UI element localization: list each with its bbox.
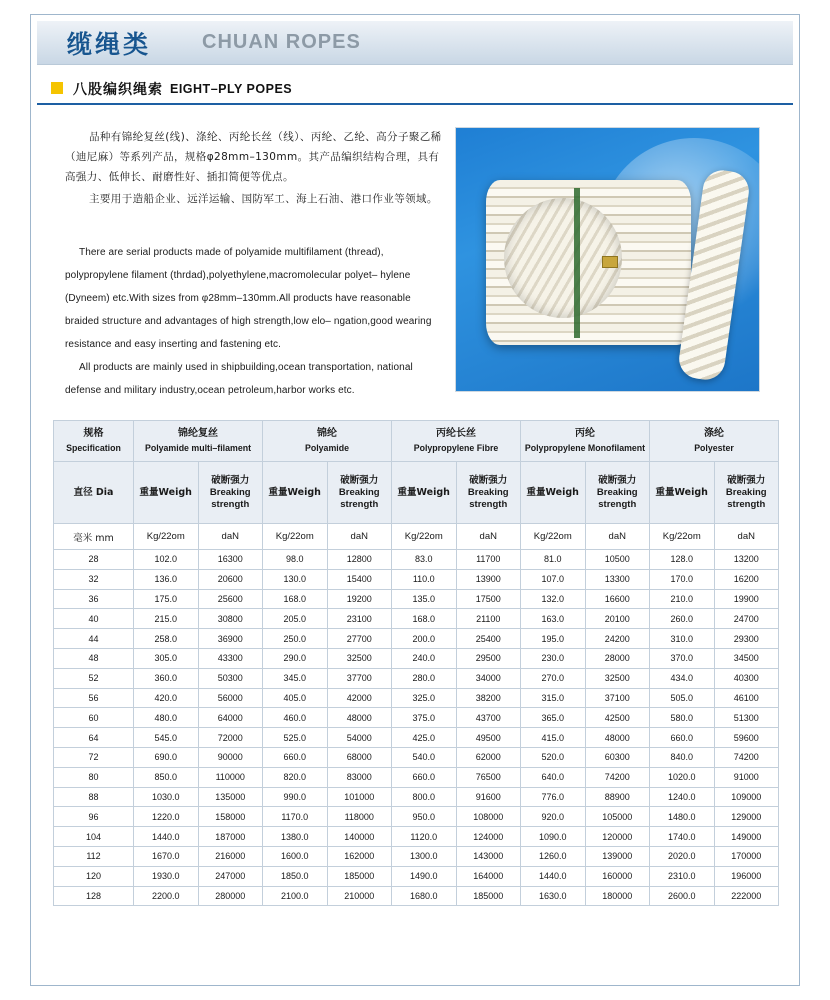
table-cell: 42000 bbox=[327, 688, 392, 708]
table-cell: 20600 bbox=[198, 569, 263, 589]
cell-diameter: 80 bbox=[54, 767, 134, 787]
table-cell: 27700 bbox=[327, 629, 392, 649]
table-cell: 56000 bbox=[198, 688, 263, 708]
table-row bbox=[54, 569, 779, 589]
cell-diameter: 112 bbox=[54, 846, 134, 866]
table-cell: 850.0 bbox=[134, 767, 199, 787]
table-cell: 105000 bbox=[585, 807, 650, 827]
unit-cell: Kg/22om bbox=[263, 524, 328, 550]
table-cell: 520.0 bbox=[521, 747, 586, 767]
table-cell: 164000 bbox=[456, 866, 521, 886]
group-header-polyamide bbox=[263, 421, 392, 462]
unit-cell: daN bbox=[198, 524, 263, 550]
table-cell: 185000 bbox=[456, 886, 521, 906]
table-cell: 1440.0 bbox=[521, 866, 586, 886]
table-cell: 90000 bbox=[198, 747, 263, 767]
table-cell: 124000 bbox=[456, 827, 521, 847]
sub-header-breaking-strength bbox=[327, 462, 392, 524]
table-cell: 690.0 bbox=[134, 747, 199, 767]
group-header-polyamide-multifilament bbox=[134, 421, 263, 462]
group-cn-label: 丙纶长丝 bbox=[436, 428, 476, 439]
breaking-en-1: Breaking bbox=[596, 486, 638, 498]
intro-paragraph-cn-1: 品种有锦纶复丝(线)、涤纶、丙纶长丝（线）、丙纶、乙纶、高分子聚乙稀（迪尼麻）等系列产品，规格φ28mm–130mm。其产品编织结构合理，具有高强力、低伸长、耐磨性好、插扣简便等优点。 bbox=[65, 131, 442, 183]
table-cell: 64000 bbox=[198, 708, 263, 728]
table-cell: 49500 bbox=[456, 728, 521, 748]
table-cell: 280.0 bbox=[392, 668, 457, 688]
table-cell: 205.0 bbox=[263, 609, 328, 629]
table-cell: 1740.0 bbox=[650, 827, 715, 847]
cell-diameter: 32 bbox=[54, 569, 134, 589]
breaking-cn: 破断强力 bbox=[598, 474, 637, 486]
table-cell: 365.0 bbox=[521, 708, 586, 728]
table-cell: 21100 bbox=[456, 609, 521, 629]
table-cell: 16200 bbox=[714, 569, 779, 589]
table-cell: 2200.0 bbox=[134, 886, 199, 906]
breaking-cn: 破断强力 bbox=[340, 474, 379, 486]
cell-diameter: 120 bbox=[54, 866, 134, 886]
table-cell: 415.0 bbox=[521, 728, 586, 748]
table-cell: 72000 bbox=[198, 728, 263, 748]
table-cell: 168.0 bbox=[263, 589, 328, 609]
cell-diameter: 64 bbox=[54, 728, 134, 748]
group-header-polypropylene-fibre bbox=[392, 421, 521, 462]
cell-diameter: 128 bbox=[54, 886, 134, 906]
group-cn-label: 涤纶 bbox=[704, 428, 724, 439]
breaking-cn: 破断强力 bbox=[211, 474, 250, 486]
unit-row bbox=[54, 524, 779, 550]
group-en-label: Specification bbox=[66, 443, 121, 453]
cell-diameter: 28 bbox=[54, 550, 134, 570]
table-cell: 37100 bbox=[585, 688, 650, 708]
table-cell: 1120.0 bbox=[392, 827, 457, 847]
table-cell: 640.0 bbox=[521, 767, 586, 787]
table-cell: 660.0 bbox=[392, 767, 457, 787]
subtitle-en: EIGHT–PLY POPES bbox=[170, 82, 293, 96]
table-cell: 16300 bbox=[198, 550, 263, 570]
table-cell: 162000 bbox=[327, 846, 392, 866]
section-subtitle bbox=[37, 75, 793, 105]
cell-diameter: 60 bbox=[54, 708, 134, 728]
table-cell: 76500 bbox=[456, 767, 521, 787]
table-cell: 950.0 bbox=[392, 807, 457, 827]
unit-cell: daN bbox=[714, 524, 779, 550]
table-cell: 250.0 bbox=[263, 629, 328, 649]
group-en-label: Polypropylene Monofilament bbox=[524, 443, 646, 453]
table-cell: 20100 bbox=[585, 609, 650, 629]
table-cell: 1090.0 bbox=[521, 827, 586, 847]
table-cell: 375.0 bbox=[392, 708, 457, 728]
table-cell: 1260.0 bbox=[521, 846, 586, 866]
table-cell: 98.0 bbox=[263, 550, 328, 570]
table-cell: 210.0 bbox=[650, 589, 715, 609]
breaking-en-2: strength bbox=[598, 498, 637, 510]
table-cell: 59600 bbox=[714, 728, 779, 748]
table-cell: 28000 bbox=[585, 648, 650, 668]
table-cell: 216000 bbox=[198, 846, 263, 866]
table-cell: 1670.0 bbox=[134, 846, 199, 866]
breaking-en-1: Breaking bbox=[725, 486, 767, 498]
table-cell: 1300.0 bbox=[392, 846, 457, 866]
unit-cell: Kg/22om bbox=[650, 524, 715, 550]
table-cell: 420.0 bbox=[134, 688, 199, 708]
table-cell: 136.0 bbox=[134, 569, 199, 589]
table-cell: 1170.0 bbox=[263, 807, 328, 827]
table-cell: 2600.0 bbox=[650, 886, 715, 906]
spec-table-wrapper bbox=[31, 402, 799, 906]
cell-diameter: 40 bbox=[54, 609, 134, 629]
table-cell: 180000 bbox=[585, 886, 650, 906]
table-cell: 143000 bbox=[456, 846, 521, 866]
table-cell: 1380.0 bbox=[263, 827, 328, 847]
table-cell: 1480.0 bbox=[650, 807, 715, 827]
table-cell: 222000 bbox=[714, 886, 779, 906]
table-cell: 11700 bbox=[456, 550, 521, 570]
table-cell: 149000 bbox=[714, 827, 779, 847]
table-cell: 32500 bbox=[327, 648, 392, 668]
page-header-banner bbox=[37, 21, 793, 65]
rope-tie-strap bbox=[574, 188, 580, 338]
table-cell: 24700 bbox=[714, 609, 779, 629]
breaking-en-1: Breaking bbox=[338, 486, 380, 498]
table-cell: 109000 bbox=[714, 787, 779, 807]
table-cell: 46100 bbox=[714, 688, 779, 708]
product-photo bbox=[455, 127, 760, 392]
table-cell: 34000 bbox=[456, 668, 521, 688]
sub-header-weight: 重量Weigh bbox=[650, 462, 715, 524]
table-cell: 30800 bbox=[198, 609, 263, 629]
table-cell: 83.0 bbox=[392, 550, 457, 570]
table-row bbox=[54, 767, 779, 787]
unit-cell: daN bbox=[327, 524, 392, 550]
breaking-en-2: strength bbox=[727, 498, 766, 510]
table-cell: 1600.0 bbox=[263, 846, 328, 866]
table-cell: 135.0 bbox=[392, 589, 457, 609]
table-cell: 83000 bbox=[327, 767, 392, 787]
table-cell: 1680.0 bbox=[392, 886, 457, 906]
unit-cell: Kg/22om bbox=[134, 524, 199, 550]
table-cell: 360.0 bbox=[134, 668, 199, 688]
group-header-polypropylene-monofilament bbox=[521, 421, 650, 462]
table-cell: 210000 bbox=[327, 886, 392, 906]
cell-diameter: 44 bbox=[54, 629, 134, 649]
table-row bbox=[54, 550, 779, 570]
table-cell: 24200 bbox=[585, 629, 650, 649]
table-row bbox=[54, 866, 779, 886]
table-cell: 1630.0 bbox=[521, 886, 586, 906]
table-cell: 37700 bbox=[327, 668, 392, 688]
table-cell: 19900 bbox=[714, 589, 779, 609]
table-cell: 2020.0 bbox=[650, 846, 715, 866]
cell-diameter: 88 bbox=[54, 787, 134, 807]
cell-diameter: 52 bbox=[54, 668, 134, 688]
sub-header-weight: 重量Weigh bbox=[392, 462, 457, 524]
cell-diameter: 56 bbox=[54, 688, 134, 708]
table-row bbox=[54, 728, 779, 748]
table-cell: 1240.0 bbox=[650, 787, 715, 807]
table-cell: 29300 bbox=[714, 629, 779, 649]
table-cell: 130.0 bbox=[263, 569, 328, 589]
table-cell: 42500 bbox=[585, 708, 650, 728]
table-cell: 240.0 bbox=[392, 648, 457, 668]
group-cn-label: 锦纶复丝 bbox=[178, 428, 218, 439]
table-cell: 280000 bbox=[198, 886, 263, 906]
table-cell: 776.0 bbox=[521, 787, 586, 807]
table-row bbox=[54, 668, 779, 688]
table-cell: 1440.0 bbox=[134, 827, 199, 847]
breaking-cn: 破断强力 bbox=[469, 474, 508, 486]
table-cell: 660.0 bbox=[263, 747, 328, 767]
unit-cell: Kg/22om bbox=[392, 524, 457, 550]
table-row bbox=[54, 629, 779, 649]
table-cell: 102.0 bbox=[134, 550, 199, 570]
table-cell: 81.0 bbox=[521, 550, 586, 570]
table-cell: 13900 bbox=[456, 569, 521, 589]
table-cell: 405.0 bbox=[263, 688, 328, 708]
table-cell: 370.0 bbox=[650, 648, 715, 668]
table-cell: 2100.0 bbox=[263, 886, 328, 906]
intro-paragraph-cn-2: 主要用于造船企业、远洋运输、国防军工、海上石油、港口作业等领域。 bbox=[89, 193, 438, 205]
table-cell: 305.0 bbox=[134, 648, 199, 668]
cell-diameter: 104 bbox=[54, 827, 134, 847]
table-row bbox=[54, 589, 779, 609]
header-title-cn: 缆绳类 bbox=[67, 30, 152, 59]
header-title-en: CHUAN ROPES bbox=[202, 31, 361, 53]
table-cell: 200.0 bbox=[392, 629, 457, 649]
table-cell: 13300 bbox=[585, 569, 650, 589]
table-cell: 43300 bbox=[198, 648, 263, 668]
subtitle-cn: 八股编织绳索 bbox=[73, 82, 163, 98]
table-cell: 460.0 bbox=[263, 708, 328, 728]
breaking-en-1: Breaking bbox=[467, 486, 509, 498]
table-cell: 128.0 bbox=[650, 550, 715, 570]
table-cell: 247000 bbox=[198, 866, 263, 886]
table-cell: 12800 bbox=[327, 550, 392, 570]
unit-cell: daN bbox=[585, 524, 650, 550]
table-cell: 108000 bbox=[456, 807, 521, 827]
table-cell: 1850.0 bbox=[263, 866, 328, 886]
table-cell: 118000 bbox=[327, 807, 392, 827]
table-cell: 1220.0 bbox=[134, 807, 199, 827]
table-cell: 920.0 bbox=[521, 807, 586, 827]
table-body bbox=[54, 550, 779, 906]
sub-header-breaking-strength bbox=[585, 462, 650, 524]
rope-label-tag bbox=[602, 256, 618, 268]
unit-cell: 毫米 mm bbox=[54, 524, 134, 550]
table-row bbox=[54, 787, 779, 807]
table-cell: 68000 bbox=[327, 747, 392, 767]
cell-diameter: 48 bbox=[54, 648, 134, 668]
table-cell: 195.0 bbox=[521, 629, 586, 649]
table-row bbox=[54, 827, 779, 847]
table-cell: 187000 bbox=[198, 827, 263, 847]
intro-paragraph-en-2: All products are mainly used in shipbuilding,ocean transportation, national defense and military industry,ocean petroleum,harbor works etc. bbox=[65, 362, 413, 396]
breaking-en-2: strength bbox=[340, 498, 379, 510]
table-cell: 25600 bbox=[198, 589, 263, 609]
square-bullet-icon bbox=[51, 82, 63, 94]
group-cn-label: 锦纶 bbox=[317, 428, 337, 439]
table-cell: 270.0 bbox=[521, 668, 586, 688]
table-cell: 258.0 bbox=[134, 629, 199, 649]
product-photo-column bbox=[455, 127, 770, 402]
table-cell: 580.0 bbox=[650, 708, 715, 728]
table-cell: 1930.0 bbox=[134, 866, 199, 886]
breaking-en-2: strength bbox=[469, 498, 508, 510]
table-cell: 840.0 bbox=[650, 747, 715, 767]
table-cell: 91600 bbox=[456, 787, 521, 807]
table-cell: 101000 bbox=[327, 787, 392, 807]
table-cell: 310.0 bbox=[650, 629, 715, 649]
table-cell: 107.0 bbox=[521, 569, 586, 589]
table-cell: 32500 bbox=[585, 668, 650, 688]
table-cell: 16600 bbox=[585, 589, 650, 609]
table-cell: 36900 bbox=[198, 629, 263, 649]
intro-text-column bbox=[53, 127, 443, 402]
group-en-label: Polypropylene Fibre bbox=[413, 443, 499, 453]
table-cell: 74200 bbox=[585, 767, 650, 787]
table-cell: 163.0 bbox=[521, 609, 586, 629]
unit-cell: daN bbox=[456, 524, 521, 550]
table-row bbox=[54, 846, 779, 866]
table-cell: 1020.0 bbox=[650, 767, 715, 787]
table-cell: 60300 bbox=[585, 747, 650, 767]
group-cn-label: 规格 bbox=[83, 428, 104, 439]
table-cell: 170000 bbox=[714, 846, 779, 866]
table-cell: 160000 bbox=[585, 866, 650, 886]
table-cell: 480.0 bbox=[134, 708, 199, 728]
breaking-en-1: Breaking bbox=[209, 486, 251, 498]
table-cell: 140000 bbox=[327, 827, 392, 847]
table-row bbox=[54, 807, 779, 827]
table-cell: 62000 bbox=[456, 747, 521, 767]
table-cell: 48000 bbox=[585, 728, 650, 748]
table-cell: 74200 bbox=[714, 747, 779, 767]
table-cell: 425.0 bbox=[392, 728, 457, 748]
table-cell: 17500 bbox=[456, 589, 521, 609]
table-row bbox=[54, 708, 779, 728]
table-row bbox=[54, 609, 779, 629]
table-cell: 185000 bbox=[327, 866, 392, 886]
table-cell: 168.0 bbox=[392, 609, 457, 629]
table-cell: 290.0 bbox=[263, 648, 328, 668]
table-cell: 43700 bbox=[456, 708, 521, 728]
spacer bbox=[65, 211, 443, 241]
group-header-polyester bbox=[650, 421, 779, 462]
table-cell: 91000 bbox=[714, 767, 779, 787]
table-cell: 15400 bbox=[327, 569, 392, 589]
table-cell: 23100 bbox=[327, 609, 392, 629]
table-cell: 175.0 bbox=[134, 589, 199, 609]
sub-header-weight: 重量Weigh bbox=[521, 462, 586, 524]
table-cell: 34500 bbox=[714, 648, 779, 668]
table-cell: 800.0 bbox=[392, 787, 457, 807]
table-cell: 38200 bbox=[456, 688, 521, 708]
sub-header-weight: 重量Weigh bbox=[134, 462, 199, 524]
table-cell: 260.0 bbox=[650, 609, 715, 629]
group-en-label: Polyester bbox=[694, 443, 734, 453]
table-cell: 2310.0 bbox=[650, 866, 715, 886]
table-cell: 540.0 bbox=[392, 747, 457, 767]
table-cell: 135000 bbox=[198, 787, 263, 807]
table-cell: 215.0 bbox=[134, 609, 199, 629]
sub-header-diameter: 直径 Dia bbox=[54, 462, 134, 524]
group-en-label: Polyamide bbox=[304, 443, 349, 453]
sub-header-breaking-strength bbox=[456, 462, 521, 524]
table-cell: 40300 bbox=[714, 668, 779, 688]
table-cell: 545.0 bbox=[134, 728, 199, 748]
table-cell: 88900 bbox=[585, 787, 650, 807]
sub-header-breaking-strength bbox=[714, 462, 779, 524]
table-cell: 170.0 bbox=[650, 569, 715, 589]
table-row bbox=[54, 886, 779, 906]
unit-cell: Kg/22om bbox=[521, 524, 586, 550]
table-cell: 345.0 bbox=[263, 668, 328, 688]
table-cell: 1490.0 bbox=[392, 866, 457, 886]
table-cell: 1030.0 bbox=[134, 787, 199, 807]
table-cell: 325.0 bbox=[392, 688, 457, 708]
cell-diameter: 36 bbox=[54, 589, 134, 609]
table-cell: 505.0 bbox=[650, 688, 715, 708]
table-cell: 525.0 bbox=[263, 728, 328, 748]
table-row bbox=[54, 648, 779, 668]
cell-diameter: 96 bbox=[54, 807, 134, 827]
cell-diameter: 72 bbox=[54, 747, 134, 767]
group-header-specification bbox=[54, 421, 134, 462]
group-cn-label: 丙纶 bbox=[575, 428, 595, 439]
catalog-page bbox=[30, 14, 800, 986]
table-cell: 158000 bbox=[198, 807, 263, 827]
table-row bbox=[54, 747, 779, 767]
sub-header-row bbox=[54, 462, 779, 524]
table-cell: 48000 bbox=[327, 708, 392, 728]
table-cell: 230.0 bbox=[521, 648, 586, 668]
table-cell: 13200 bbox=[714, 550, 779, 570]
table-head bbox=[54, 421, 779, 550]
table-cell: 29500 bbox=[456, 648, 521, 668]
table-cell: 434.0 bbox=[650, 668, 715, 688]
group-header-row bbox=[54, 421, 779, 462]
table-row bbox=[54, 688, 779, 708]
table-cell: 196000 bbox=[714, 866, 779, 886]
table-cell: 139000 bbox=[585, 846, 650, 866]
table-cell: 315.0 bbox=[521, 688, 586, 708]
table-cell: 132.0 bbox=[521, 589, 586, 609]
table-cell: 54000 bbox=[327, 728, 392, 748]
breaking-en-2: strength bbox=[211, 498, 250, 510]
table-cell: 19200 bbox=[327, 589, 392, 609]
table-cell: 110.0 bbox=[392, 569, 457, 589]
table-cell: 990.0 bbox=[263, 787, 328, 807]
table-cell: 25400 bbox=[456, 629, 521, 649]
group-en-label: Polyamide multi–filament bbox=[144, 443, 252, 453]
intro-paragraph-en-1: There are serial products made of polyamide multifilament (thread), polypropylene filament (thrdad),polyethylene,macromolecular polyet– hylene (Dyneem) etc.With sizes from φ28mm–130mm.All products have reasonable braided structure and advantages of high strength,low elo– ngation,good wearing resistance and easy inserting and fastening etc. bbox=[65, 247, 432, 350]
table-cell: 51300 bbox=[714, 708, 779, 728]
sub-header-weight: 重量Weigh bbox=[263, 462, 328, 524]
table-cell: 50300 bbox=[198, 668, 263, 688]
breaking-cn: 破断强力 bbox=[727, 474, 766, 486]
intro-section bbox=[31, 105, 799, 402]
sub-header-breaking-strength bbox=[198, 462, 263, 524]
table-cell: 10500 bbox=[585, 550, 650, 570]
table-cell: 820.0 bbox=[263, 767, 328, 787]
specification-table bbox=[53, 420, 779, 906]
table-cell: 660.0 bbox=[650, 728, 715, 748]
table-cell: 129000 bbox=[714, 807, 779, 827]
table-cell: 120000 bbox=[585, 827, 650, 847]
table-cell: 110000 bbox=[198, 767, 263, 787]
